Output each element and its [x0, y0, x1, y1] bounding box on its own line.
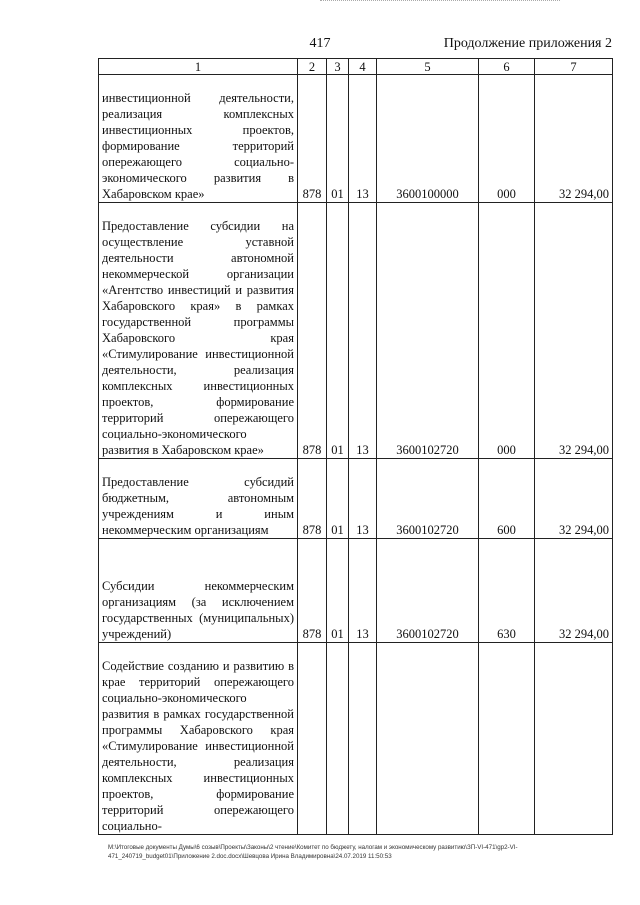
row-csr: 3600102720 [377, 459, 479, 539]
row-description: Субсидии некоммерческим организациям (за исключением государственных (муниципальных) учреждений) [99, 539, 298, 643]
row-vr: 600 [479, 459, 535, 539]
row-podrazdel: 13 [349, 459, 377, 539]
table-row [99, 643, 613, 835]
row-podrazdel: 13 [349, 75, 377, 203]
row-razdel: 01 [327, 539, 349, 643]
row-csr: 3600102720 [377, 539, 479, 643]
continuation-label: Продолжение приложения 2 [443, 36, 612, 51]
footer-path-line-2: 471_240719_budget01\Приложение 2.doc.docx\Шевцова Ирина Владимировна\24.07.2019 11:50:53 [108, 853, 392, 860]
column-number-row [99, 59, 613, 75]
row-vr [479, 643, 535, 835]
document-path-footer [108, 843, 618, 861]
footer-path-line-1: M:\Итоговые документы Думы\6 созыв\Проекты\Законы\2 чтение\Комитет по бюджету, налогам и экономическому развитию\ЗП-VI-471\gp2-VI- [108, 844, 518, 851]
page-number: 417 [309, 36, 331, 51]
row-description: Предоставление субсидий бюджетным, автономным учреждениям и иным некоммерческим организациям [99, 459, 298, 539]
row-csr [377, 643, 479, 835]
row-sum: 32 294,00 [535, 203, 613, 459]
row-sum: 32 294,00 [535, 459, 613, 539]
row-csr: 3600102720 [377, 203, 479, 459]
table-row [99, 203, 613, 459]
row-sum: 32 294,00 [535, 539, 613, 643]
row-description: Содействие созданию и развитию в крае территорий опережающего социально-экономического развития в рамках государственной программы Хабаровского края «Стимулирование инвестиционной деятельности, реализация комплексных инвестиционных проектов, формирование территорий опережающего социально- [99, 643, 298, 835]
row-sum [535, 643, 613, 835]
scan-edge-mark [320, 0, 560, 4]
column-header-7: 7 [535, 59, 613, 75]
column-header-2: 2 [298, 59, 327, 75]
row-podrazdel: 13 [349, 539, 377, 643]
table-row [99, 539, 613, 643]
row-grbs: 878 [298, 203, 327, 459]
column-header-5: 5 [377, 59, 479, 75]
row-vr: 000 [479, 203, 535, 459]
row-razdel: 01 [327, 459, 349, 539]
row-description: Предоставление субсидии на осуществление уставной деятельности автономной некоммерческой организации «Агентство инвестиций и развития Хабаровского края» в рамках государственной программы Хабаровского края «Стимулирование инвестиционной деятельности, реализация комплексных инвестиционных проектов, формирование территорий опережающего социально-экономического развития в Хабаровском крае» [99, 203, 298, 459]
row-razdel: 01 [327, 75, 349, 203]
budget-table [98, 58, 613, 835]
row-grbs [298, 643, 327, 835]
table-row [99, 459, 613, 539]
row-podrazdel: 13 [349, 203, 377, 459]
column-header-3: 3 [327, 59, 349, 75]
column-header-6: 6 [479, 59, 535, 75]
row-razdel [327, 643, 349, 835]
row-grbs: 878 [298, 539, 327, 643]
row-sum: 32 294,00 [535, 75, 613, 203]
column-header-4: 4 [349, 59, 377, 75]
row-grbs: 878 [298, 75, 327, 203]
row-razdel: 01 [327, 203, 349, 459]
column-header-1: 1 [99, 59, 298, 75]
row-vr: 630 [479, 539, 535, 643]
row-csr: 3600100000 [377, 75, 479, 203]
row-description: инвестиционной деятельности, реализация комплексных инвестиционных проектов, формирование территорий опережающего социально-экономического развития в Хабаровском крае» [99, 75, 298, 203]
table-row [99, 75, 613, 203]
row-grbs: 878 [298, 459, 327, 539]
row-podrazdel [349, 643, 377, 835]
row-vr: 000 [479, 75, 535, 203]
